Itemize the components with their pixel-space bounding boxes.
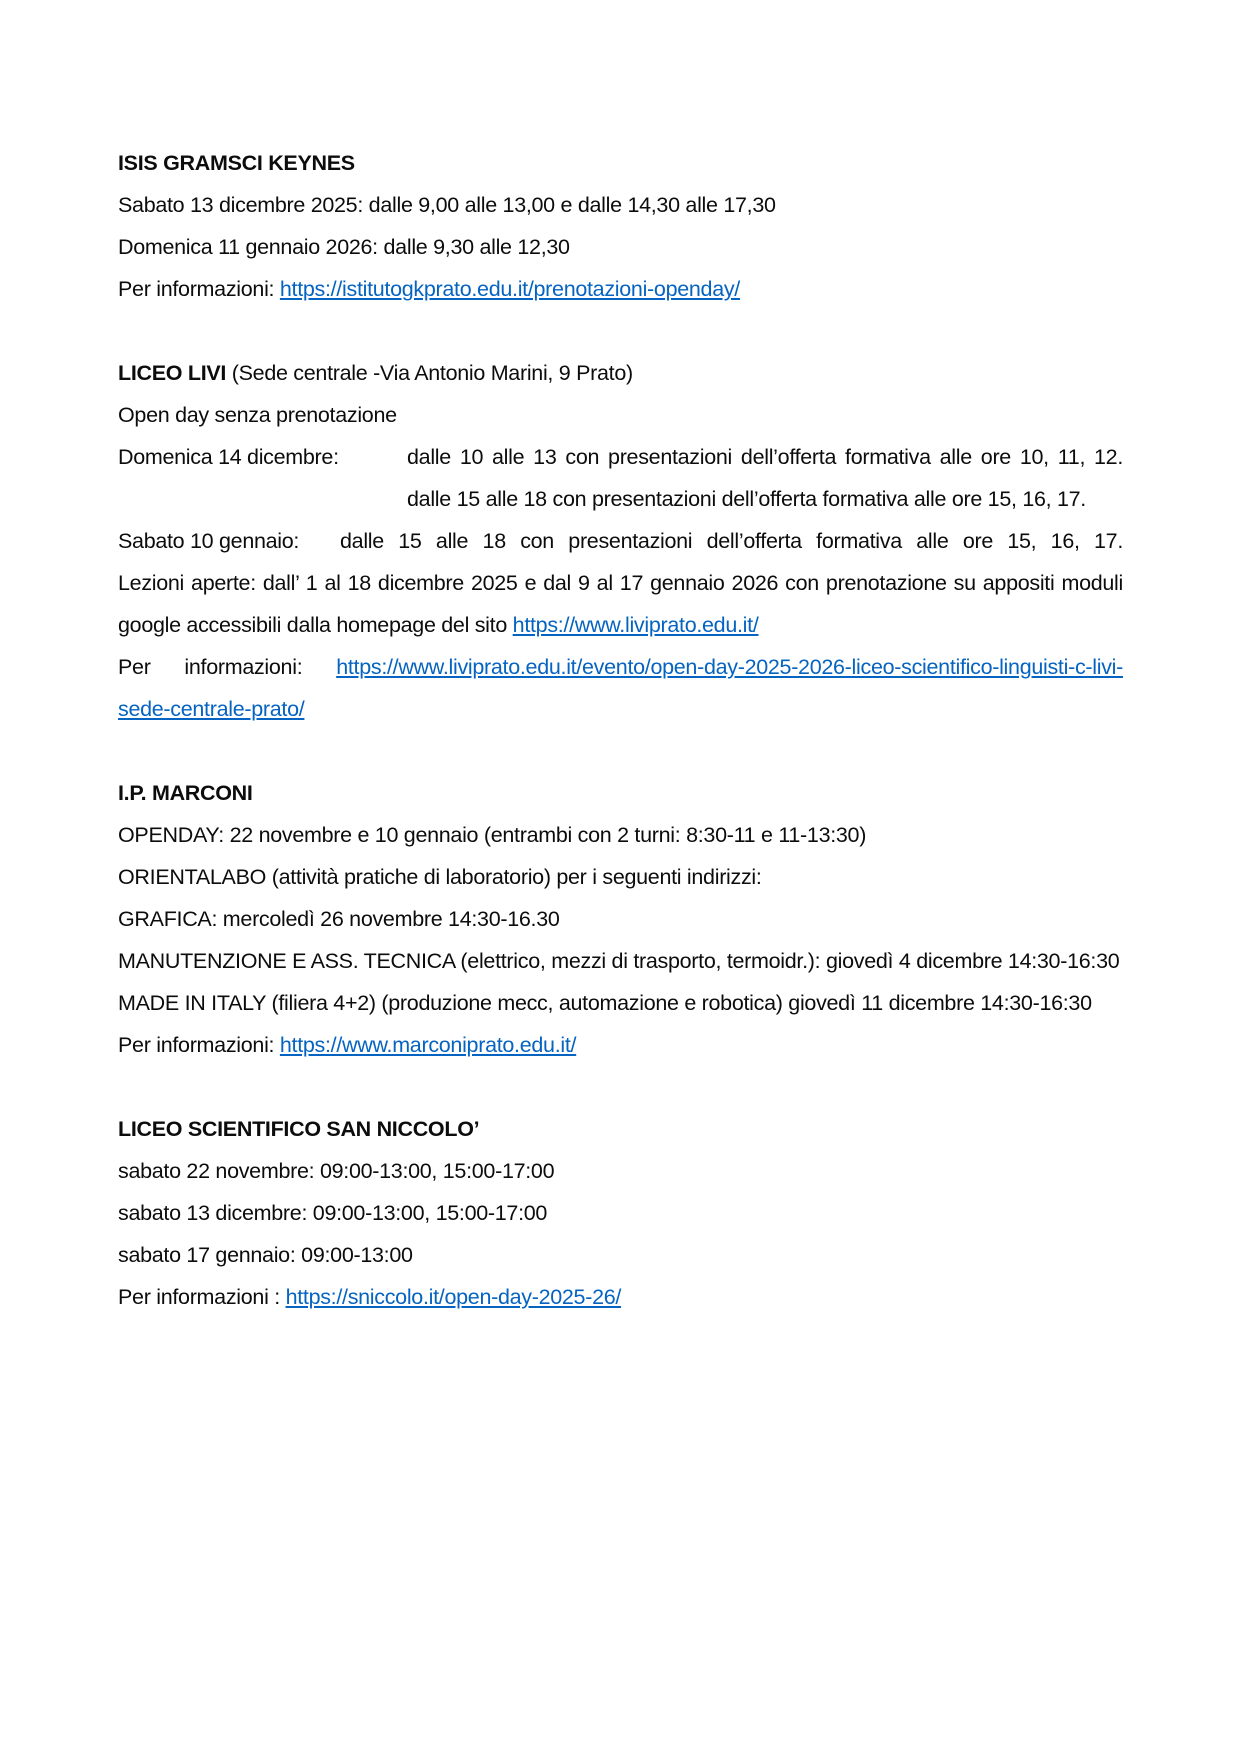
- livi-row1-times: dalle 10 alle 13 con presentazioni dell’offerta formativa alle ore 10, 11, 12.: [407, 445, 1123, 469]
- section-heading-gramsci-keynes: ISIS GRAMSCI KEYNES: [118, 151, 355, 175]
- marconi-openday-line: OPENDAY: 22 novembre e 10 gennaio (entrambi con 2 turni: 8:30-11 e 11-13:30): [118, 823, 867, 847]
- marconi-grafica-line: GRAFICA: mercoledì 26 novembre 14:30-16.30: [118, 907, 560, 931]
- gramsci-info-link[interactable]: https://istitutogkprato.edu.it/prenotazioni-openday/: [279, 277, 740, 301]
- livi-lezioni-aperte-line-2: [118, 604, 1123, 646]
- info-label: Per informazioni:: [118, 655, 337, 679]
- livi-info-link-part-2[interactable]: sede-centrale-prato/: [118, 697, 305, 721]
- livi-info-link-part-1[interactable]: https://www.liviprato.edu.it/evento/open-day-2025-2026-liceo-scientifico-linguisti-c-livi-: [336, 655, 1123, 679]
- info-label: Per informazioni :: [118, 1285, 286, 1309]
- marconi-info-line: [118, 1024, 1123, 1066]
- niccolo-schedule-line-1: sabato 22 novembre: 09:00-13:00, 15:00-17:00: [118, 1159, 555, 1183]
- marconi-orientalabo-line: ORIENTALABO (attività pratiche di laboratorio) per i seguenti indirizzi:: [118, 865, 762, 889]
- liceo-livi-address: (Sede centrale -Via Antonio Marini, 9 Prato): [226, 361, 633, 385]
- livi-info-line-2: [118, 688, 1123, 730]
- blank-line: [118, 730, 1123, 772]
- niccolo-info-link[interactable]: https://sniccolo.it/open-day-2025-26/: [285, 1285, 622, 1309]
- livi-row1-date: Domenica 14 dicembre:: [118, 445, 339, 469]
- livi-info-line-1: [118, 646, 1123, 688]
- niccolo-schedule-line-3: sabato 17 gennaio: 09:00-13:00: [118, 1243, 413, 1267]
- blank-line: [118, 1066, 1123, 1108]
- livi-schedule-row-1: [118, 436, 1123, 478]
- marconi-info-link[interactable]: https://www.marconiprato.edu.it/: [279, 1033, 577, 1057]
- marconi-manutenzione-line: MANUTENZIONE E ASS. TECNICA (elettrico, mezzi di trasporto, termoidr.): giovedì 4 dicembre 14:30-16:30: [118, 949, 1120, 973]
- livi-schedule-row-3: [118, 520, 1123, 562]
- livi-homepage-link[interactable]: https://www.liviprato.edu.it/: [512, 613, 759, 637]
- blank-line: [118, 310, 1123, 352]
- livi-row2-times: dalle 15 alle 18 con presentazioni dell’offerta formativa alle ore 15, 16, 17.: [407, 487, 1086, 511]
- section-heading-san-niccolo: LICEO SCIENTIFICO SAN NICCOLO’: [118, 1117, 480, 1141]
- livi-row2-date: [118, 478, 407, 520]
- info-label: Per informazioni:: [118, 1033, 280, 1057]
- livi-row3-times: dalle 15 alle 18 con presentazioni dell’offerta formativa alle ore 15, 16, 17.: [340, 529, 1123, 553]
- liceo-livi-title: LICEO LIVI: [118, 361, 227, 385]
- section-heading-liceo-livi: [118, 352, 1123, 394]
- page-content: [118, 142, 1123, 1318]
- gramsci-info-line: [118, 268, 1123, 310]
- section-heading-marconi: I.P. MARCONI: [118, 781, 253, 805]
- info-label: Per informazioni:: [118, 277, 280, 301]
- niccolo-schedule-line-2: sabato 13 dicembre: 09:00-13:00, 15:00-17:00: [118, 1201, 548, 1225]
- gramsci-schedule-line-2: Domenica 11 gennaio 2026: dalle 9,30 alle 12,30: [118, 235, 570, 259]
- niccolo-info-line: [118, 1276, 1123, 1318]
- livi-homepage-text: google accessibili dalla homepage del sito: [118, 613, 513, 637]
- livi-open-day-line: Open day senza prenotazione: [118, 403, 397, 427]
- livi-schedule-row-2: [118, 478, 1123, 520]
- livi-row3-date: Sabato 10 gennaio:: [118, 529, 300, 553]
- gramsci-schedule-line-1: Sabato 13 dicembre 2025: dalle 9,00 alle 13,00 e dalle 14,30 alle 17,30: [118, 193, 776, 217]
- livi-lezioni-aperte-line-1: Lezioni aperte: dall’ 1 al 18 dicembre 2025 e dal 9 al 17 gennaio 2026 con prenotazione su appositi moduli: [118, 571, 1123, 595]
- marconi-made-in-italy-line: MADE IN ITALY (filiera 4+2) (produzione mecc, automazione e robotica) giovedì 11 dicembre 14:30-16:30: [118, 991, 1092, 1015]
